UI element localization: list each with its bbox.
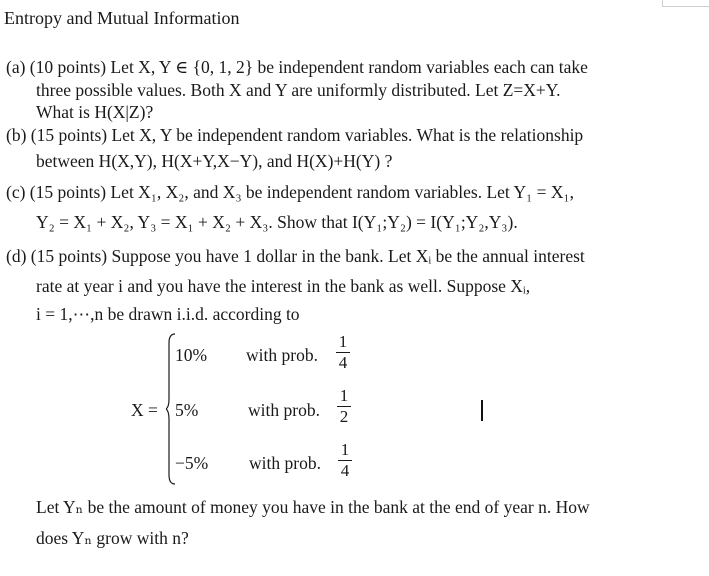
text-cursor [481,400,483,421]
case-3-numerator: 1 [340,440,350,459]
case-1-numerator: 1 [338,332,348,351]
case-1-denominator: 4 [338,353,348,372]
part-a-line-3: What is H(X|Z)? [36,102,154,122]
part-c-line-2: Y₂ = X₁ + X₂, Y₃ = X₁ + X₂ + X₃. Show that I(Y₁;Y₂) = I(Y₁;Y₂,Y₃). [36,212,518,232]
case-3-value: −5% [175,453,209,473]
part-d-line-4: Let Yₙ be the amount of money you have in the bank at the end of year n. How [36,497,590,517]
case-2-numerator: 1 [339,386,349,405]
case-1-value: 10% [175,345,208,365]
part-b-line-2: between H(X,Y), H(X+Y,X−Y), and H(X)+H(Y) ? [36,151,393,171]
part-d-line-5: does Yₙ grow with n? [36,528,189,548]
part-a-line-2: three possible values. Both X and Y are uniformly distributed. Let Z=X+Y. [36,80,561,100]
window-corner-edge [662,0,709,7]
part-c-line-1: (c) (15 points) Let X₁, X₂, and X₃ be independent random variables. Let Y₁ = X₁, [6,182,574,202]
distribution-lhs: X = [131,400,158,420]
part-d-line-3: i = 1,⋯,n be drawn i.i.d. according to [36,304,300,324]
part-b-line-1: (b) (15 points) Let X, Y be independent random variables. What is the relationship [6,125,584,145]
part-d-line-2: rate at year i and you have the interest in the bank as well. Suppose Xᵢ, [36,276,531,296]
part-a-line-1: (a) (10 points) Let X, Y ∈ {0, 1, 2} be independent random variables each can take [6,57,588,77]
case-3-denominator: 4 [340,461,350,480]
case-1-label: with prob. [246,345,318,365]
case-2-denominator: 2 [339,407,349,426]
case-2-value: 5% [175,400,199,420]
case-3-probability [337,441,353,480]
document-title: Entropy and Mutual Information [4,8,240,28]
case-2-label: with prob. [248,400,320,420]
part-d-line-1: (d) (15 points) Suppose you have 1 dollar in the bank. Let Xᵢ be the annual interest [6,246,585,266]
case-2-probability [336,387,352,426]
case-1-probability [335,333,351,372]
case-3-label: with prob. [249,453,321,473]
